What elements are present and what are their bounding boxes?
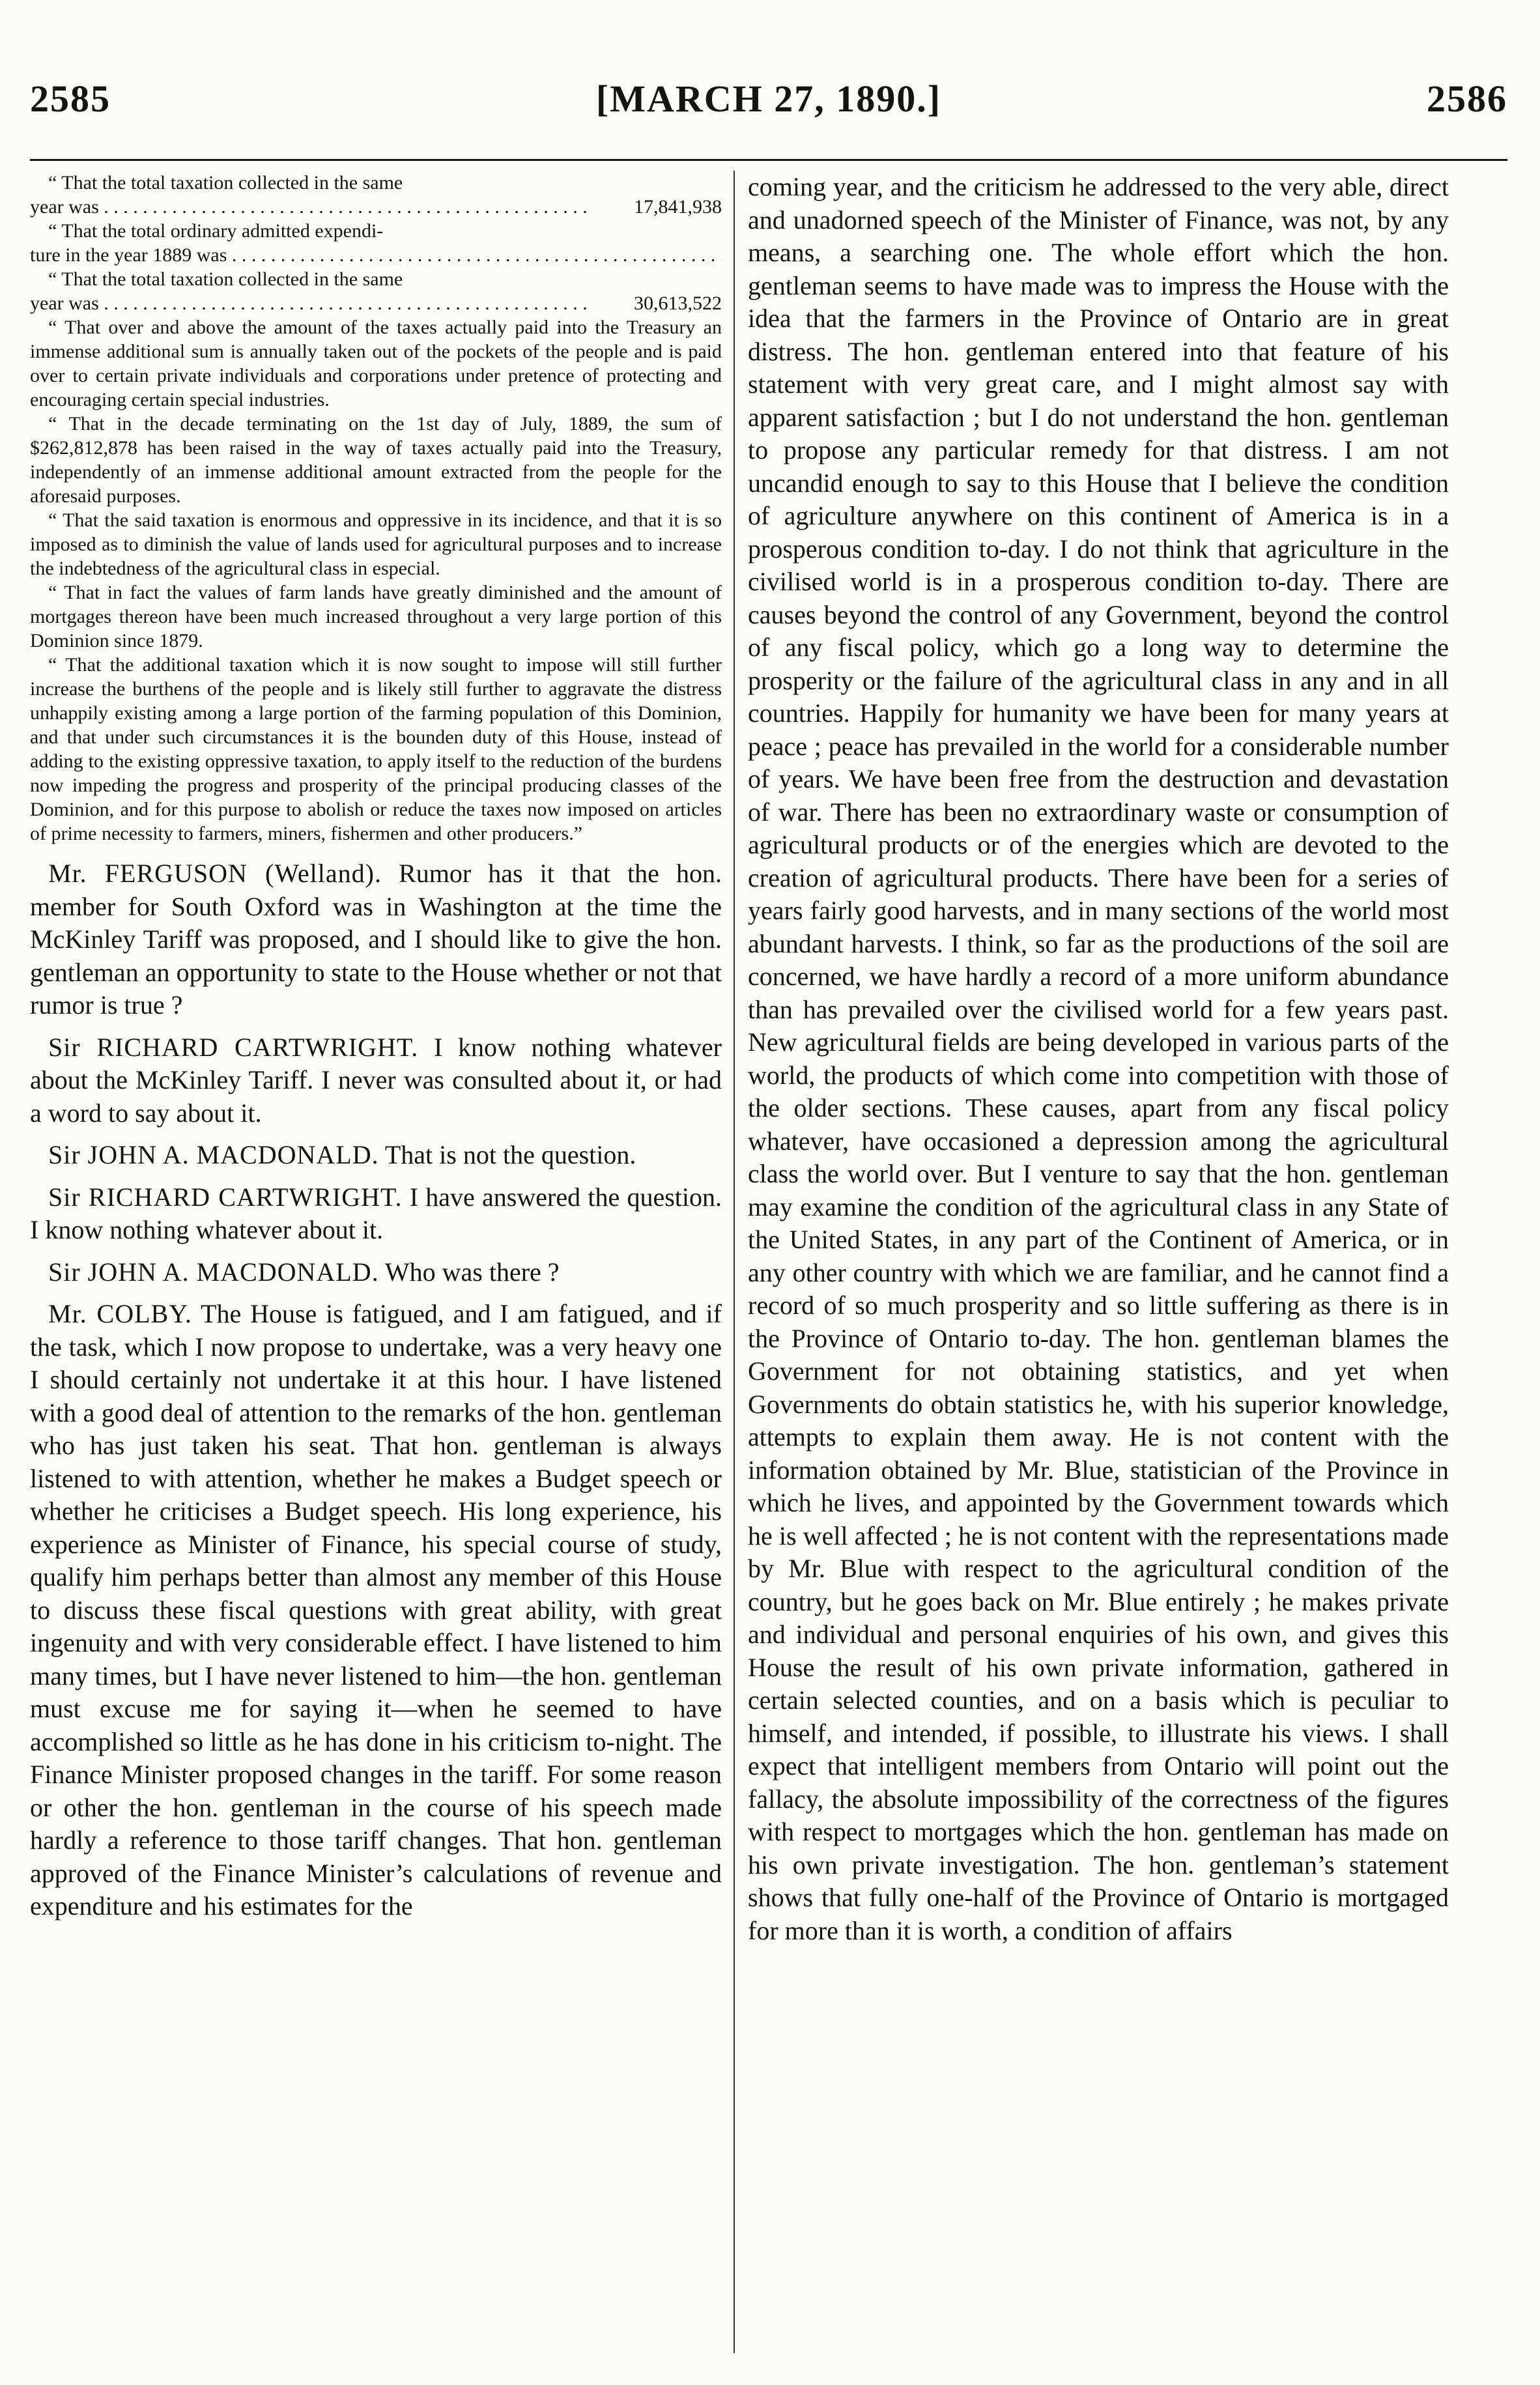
table-row (30, 219, 722, 267)
speech-text: I have answered the question. I know nothing whatever about it. (30, 1182, 722, 1244)
left-page-number: 2585 (30, 78, 111, 120)
speech-paragraph (30, 1181, 722, 1247)
speaker-name: Sir JOHN A. MACDONALD. (48, 1140, 379, 1169)
motion-text (30, 171, 722, 846)
speech-text: That is not the question. (378, 1140, 636, 1169)
speech-paragraph (30, 1256, 722, 1289)
table-row-label: year was . . . (30, 291, 588, 315)
column-divider (734, 171, 735, 2353)
speech-paragraph (30, 1031, 722, 1130)
table-row-intro: “ That the total taxation collected in the same (48, 172, 403, 193)
table-row (30, 267, 722, 315)
table-row-label: ture in the year 1889 was . . . (30, 243, 715, 267)
motion-paragraph: “ That the additional taxation which it is now sought to impose will still further increase the burthens of the people and is likely still further to aggravate the distress unhappily existing among a large portion of the farming population of this Dominion, and that under such circumstances it is the bounden duty of this House, instead of adding to the existing oppressive taxation, to apply itself to the reduction of the burdens now impeding the progress and prosperity of the principal producing classes of the Dominion, and for this purpose to abolish or reduce the taxes now imposed on articles of prime necessity to farmers, miners, fishermen and other producers.” (30, 654, 722, 844)
speech-text: I know nothing whatever about the McKinley Tariff. I never was consulted about it, or had a word to say about it. (30, 1032, 722, 1128)
speech-continuation: coming year, and the criticism he addressed to the very able, direct and unadorned speech of the Minister of Finance, was not, by any means, a searching one. The whole effort which the hon. gentleman seems to have made was to impress the House with the idea that the farmers in the Province of Ontario are in great distress. The hon. gentleman entered into that feature of his statement with very great care, and I might almost say with apparent satisfaction ; but I do not understand the hon. gentleman to propose any particular remedy for that distress. I am not uncandid enough to say to this House that I believe the condition of agriculture anywhere on this continent of America is in a prosperous condition to-day. I do not think that agriculture in the civilised world is in a prosperous condition to-day. There are causes beyond the control of any Government, beyond the control of any fiscal policy, which go a long way to determine the prosperity or the failure of the agricultural class in any and in all countries. Happily for humanity we have been for many years at peace ; peace has prevailed in the world for a considerable number of years. We have been free from the destruction and devastation of war. There has been no extraordinary waste or consumption of agricultural products or of the energies which are devoted to the creation of agricultural products. There have been for a series of years fairly good harvests, and in many sections of the world most abundant harvests. I think, so far as the productions of the soil are concerned, we have hardly a record of a more uniform abundance than has prevailed over the civilised world for a few years past. New agricultural fields are being developed in various parts of the world, the products of which come into competition with those of the older sections. These causes, apart from any fiscal policy whatever, have occasioned a depression among the agricultural class the world over. But I venture to say that the hon. gentleman may examine the condition of the agricultural class in any State of the United States, in any part of the Continent of America, or in any other country with which we are familiar, and he cannot find a record of so much prosperity and so little suffering as there is in the Province of Ontario to-day. The hon. gentleman blames the Government for not obtaining statistics, and yet when Governments do obtain statistics he, with his superior knowledge, attempts to explain them away. He is not content with the information obtained by Mr. Blue, statistician of the Province in which he lives, and appointed by the Government towards which he is well affected ; he is not content with the representations made by Mr. Blue with respect to the agricultural condition of the country, but he goes back on Mr. Blue entirely ; he makes private and individual and personal enquiries of his own, and gives this House the result of his own private information, gathered in certain selected counties, and on a basis which is peculiar to himself, and intended, if possible, to illustrate his views. I shall expect that intelligent members from Ontario will point out the fallacy, the absolute impossibility of the correctness of the figures with respect to mortgages which the hon. gentleman has made on his own private investigation. The hon. gentleman’s statement shows that fully one-half of the Province of Ontario is mortgaged for more than it is worth, a condition of affairs (748, 172, 1449, 1945)
table-row (30, 171, 722, 219)
speaker-name: Sir RICHARD CARTWRIGHT. (48, 1032, 419, 1062)
motion-paragraph: “ That over and above the amount of the taxes actually paid into the Treasury an immense additional sum is annually taken out of the pockets of the people and is paid over to certain private individuals and corporations under pretence of protecting and encouraging certain special industries. (30, 317, 722, 410)
table-row-label: year was . . . (30, 195, 588, 219)
table-row-value (715, 243, 722, 267)
speaker-name: Sir JOHN A. MACDONALD. (48, 1257, 379, 1287)
speaker-name: Mr. COLBY. (48, 1299, 192, 1328)
speech-paragraph (30, 1298, 722, 1923)
speaker-name: Mr. FERGUSON (Welland). (48, 859, 382, 888)
page-date: [MARCH 27, 1890.] (595, 78, 942, 120)
speaker-name: Sir RICHARD CARTWRIGHT. (48, 1182, 403, 1212)
header-rule (30, 159, 1507, 161)
motion-paragraph: “ That in fact the values of farm lands have greatly diminished and the amount of mortgages thereon have been much increased throughout a very large portion of this Dominion since 1879. (30, 582, 722, 651)
right-page-number: 2586 (1427, 78, 1507, 120)
motion-paragraph: “ That the said taxation is enormous and oppressive in its incidence, and that it is so imposed as to diminish the value of lands used for agricultural purposes and to increase the indebtedness of the agricultural class in especial. (30, 509, 722, 579)
table-row-intro: “ That the total ordinary admitted expendi- (48, 220, 384, 242)
table-row-value: 17,841,938 (634, 196, 722, 218)
speech-text: The House is fatigued, and I am fatigued, and if the task, which I now propose to undertake, was a very heavy one I should certainly not undertake it at this hour. I have listened with a good deal of attention to the remarks of the hon. gentleman who has just taken his seat. That hon. gentleman is always listened to with attention, whether he makes a Budget speech or whether he criticises a Budget speech. His long experience, his experience as Minister of Finance, his special course of study, qualify him perhaps better than almost any member of this House to discuss these fiscal questions with great ability, with great ingenuity and with very considerable effect. I have listened to him many times, but I have never listened to him—the hon. gentleman must excuse me for saying it—when he seemed to have accomplished so little as he has done in his criticism to-night. The Finance Minister proposed changes in the tariff. For some reason or other the hon. gentleman in the course of his speech made hardly a reference to those tariff changes. That hon. gentleman approved of the Finance Minister’s calculations of revenue and expenditure and his estimates for the (30, 1299, 722, 1921)
speech-paragraph (30, 1139, 722, 1172)
left-column (30, 171, 722, 2346)
speech-text: Who was there ? (378, 1257, 560, 1287)
speech-text: Rumor has it that the hon. member for South Oxford was in Washington at the time the McKinley Tariff was proposed, and I should like to give the hon. gentleman an opportunity to state to the House whether or not that rumor is true ? (30, 859, 722, 1020)
table-row-intro: “ That the total taxation collected in the same (48, 268, 403, 290)
right-column (748, 171, 1449, 2346)
table-row-value: 30,613,522 (634, 293, 722, 314)
motion-paragraph: “ That in the decade terminating on the 1st day of July, 1889, the sum of $262,812,878 has been raised in the way of taxes actually paid into the Treasury, independently of an immense additional amount extracted from the people for the aforesaid purposes. (30, 413, 722, 507)
speech-paragraph (30, 857, 722, 1022)
page-header (30, 77, 1507, 129)
